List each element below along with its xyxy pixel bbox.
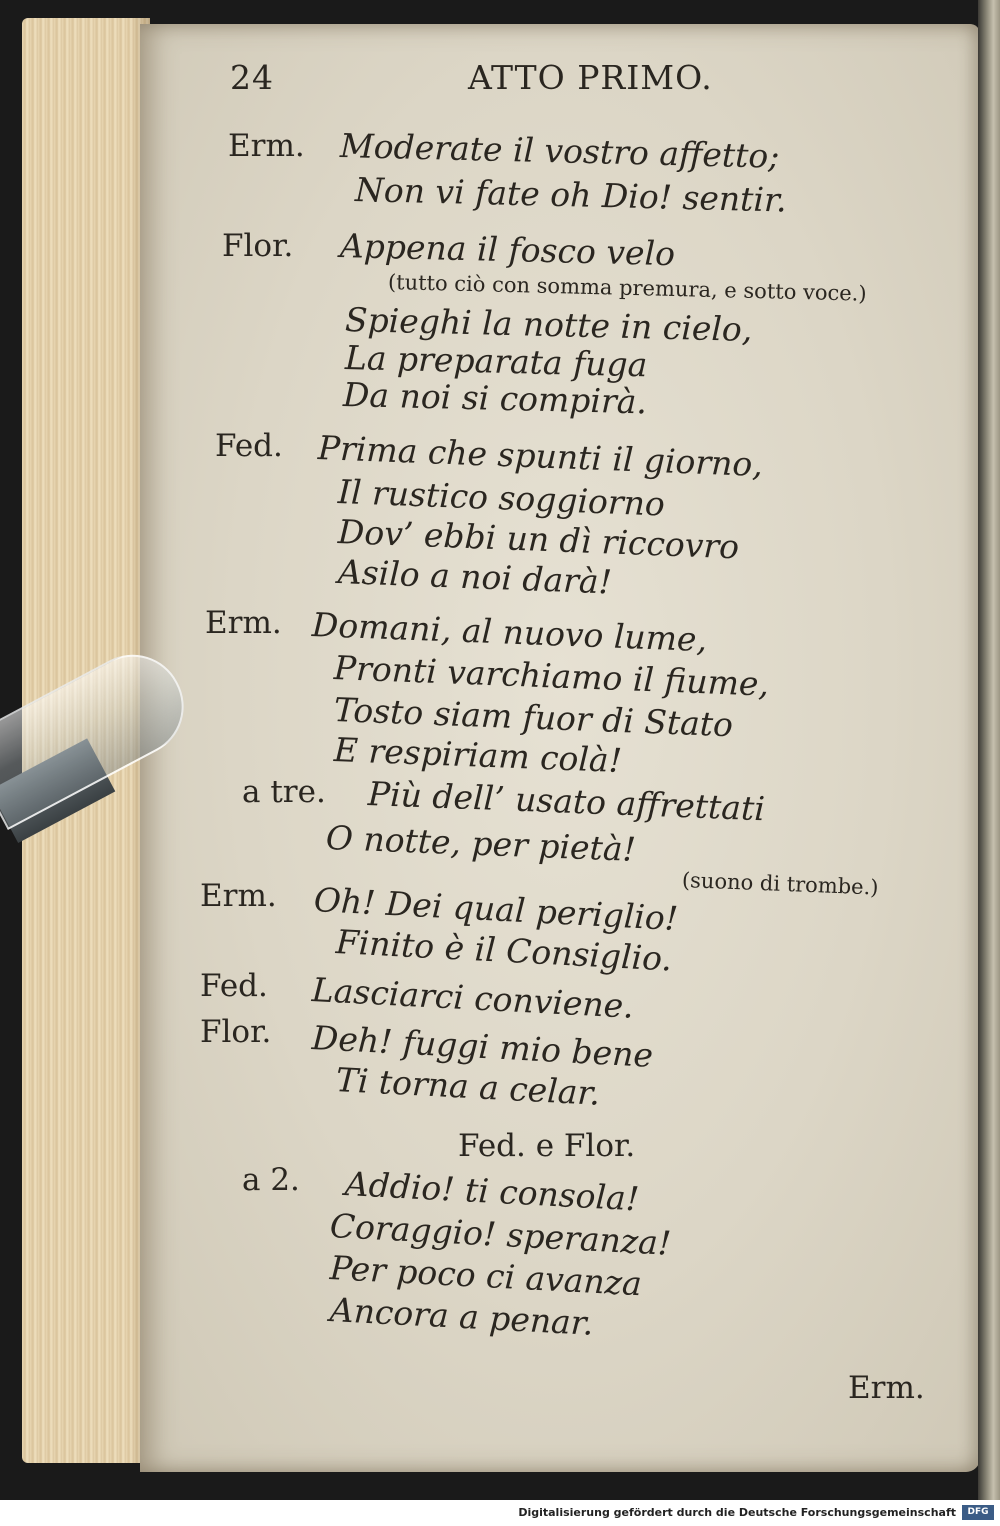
verse-line: Da noi si compirà. [342,375,648,422]
verse-line: E respiriam colà! [333,730,623,781]
facing-page-edge [978,0,1000,1500]
speaker-label: a tre. [242,774,326,810]
verse-line: Per poco ci avanza [328,1248,643,1304]
speaker-label: Fed. e Flor. [458,1128,636,1164]
speaker-label: Flor. [200,1014,272,1050]
verse-line: Il rustico soggiorno [337,472,666,524]
digitization-footer [0,1500,1000,1526]
verse-line: Lasciarci conviene. [310,970,635,1026]
verse-line: Più dell’ usato affrettati [367,774,766,829]
verse-line: Coraggio! speranza! [328,1206,673,1263]
verse-line: Prima che spunti il giorno, [317,428,764,485]
verse-line: Pronti varchiamo il fiume, [333,648,770,704]
verse-line: Asilo a noi darà! [337,552,613,602]
verse-line: Spieghi la notte in cielo, [344,300,753,349]
catchword: Erm. [848,1370,925,1406]
verse-line: Moderate il vostro affetto; [339,126,780,176]
speaker-label: Erm. [200,878,277,914]
speaker-label: Erm. [205,605,282,641]
page-number: 24 [230,58,274,97]
running-title: ATTO PRIMO. [468,58,713,97]
verse-line: Finito è il Consiglio. [334,922,673,979]
verse-line: O notte, per pietà! [325,818,637,869]
verse-line: Domani, al nuovo lume, [311,605,708,660]
speaker-label: Erm. [228,128,305,164]
speaker-label: Fed. [200,968,268,1004]
verse-line: Addio! ti consola! [343,1164,641,1219]
verse-line: Tosto siam fuor di Stato [333,690,734,745]
verse-line: Deh! fuggi mio bene [310,1018,654,1075]
speaker-label: Flor. [222,228,294,264]
verse-line: Ancora a penar. [328,1290,595,1343]
funding-credit: Digitalisierung gefördert durch die Deutsche Forschungsgemeinschaft [518,1506,956,1519]
verse-line: Dov’ ebbi un dì riccovro [337,512,740,567]
speaker-label: a 2. [242,1162,300,1198]
verse-line: Appena il fosco velo [339,226,676,274]
verse-line: Ti torna a celar. [334,1060,602,1113]
verse-line: Non vi fate oh Dio! sentir. [354,170,788,220]
verse-line: Oh! Dei qual periglio! [312,880,680,939]
verse-line: La preparata fuga [344,338,648,385]
speaker-label: Fed. [215,428,283,464]
stage-direction: (tutto ciò con somma premura, e sotto voce.) [387,270,867,306]
dfg-logo: DFG [962,1505,994,1520]
stage-direction: (suono di trombe.) [681,868,879,900]
